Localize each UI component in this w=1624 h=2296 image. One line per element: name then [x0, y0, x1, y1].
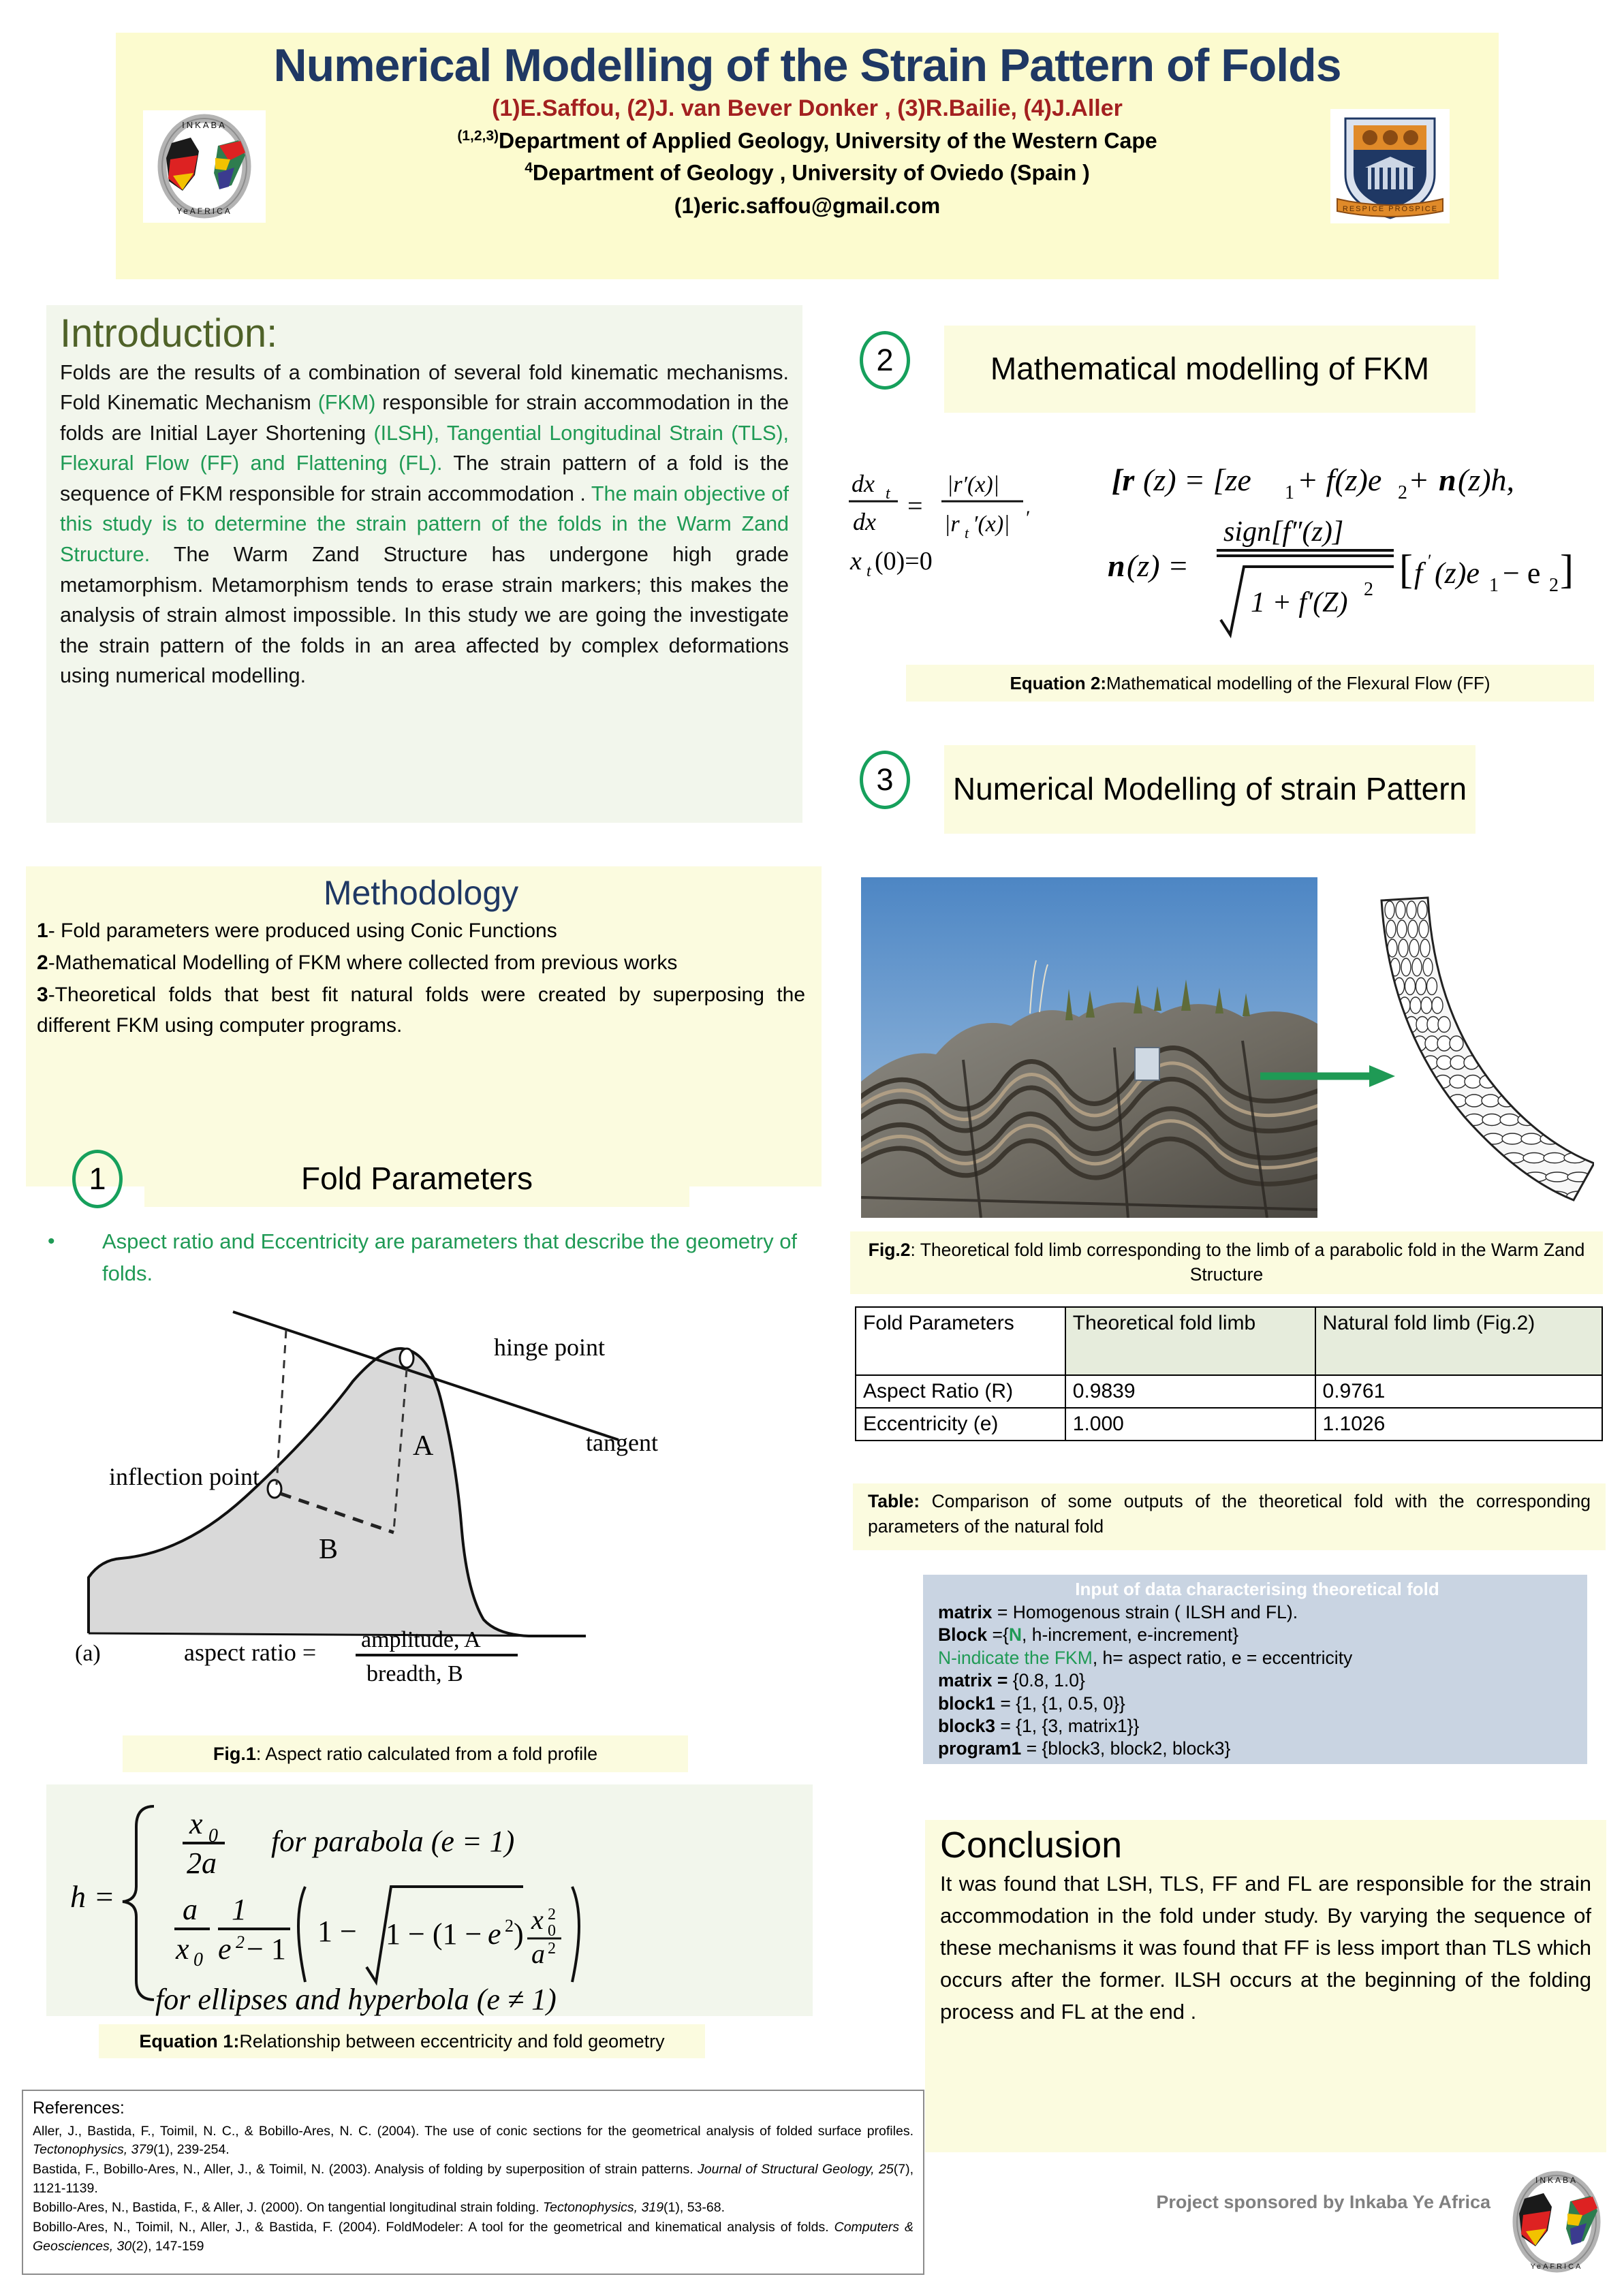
svg-text:t: t — [866, 563, 871, 580]
bullet-dot-icon: • — [48, 1230, 55, 1253]
table-header-cell: Theoretical fold limb — [1065, 1307, 1315, 1375]
equation-1-caption — [99, 2024, 705, 2058]
svg-text:1 − (1 −: 1 − (1 − — [386, 1917, 482, 1951]
figure-1-caption-text: : Aspect ratio calculated from a fold profile — [255, 1743, 598, 1764]
input-data-key: Block — [938, 1624, 988, 1646]
svg-text:(z)h,: (z)h, — [1458, 462, 1515, 497]
equation-2-area — [845, 450, 1621, 654]
inkaba-ye-africa-logo-icon — [1499, 2166, 1614, 2278]
methodology-item-1 — [37, 915, 805, 946]
svg-text:t: t — [965, 524, 969, 541]
affiliation-1-text: Department of Applied Geology, University of the Western Cape — [499, 128, 1157, 153]
equation-2-caption-text: Mathematical modelling of the Flexural Flow (FF) — [1106, 672, 1490, 693]
reference-pages: (2), 147-159 — [131, 2238, 204, 2254]
fig1-formula-numerator: amplitude, A — [361, 1627, 481, 1652]
references-heading: References: — [33, 2098, 125, 2118]
fig1-label-B: B — [319, 1534, 339, 1565]
svg-text:2: 2 — [1364, 579, 1373, 600]
input-data-value: = {1, {1, 0.5, 0}} — [995, 1693, 1125, 1714]
input-data-line — [938, 1601, 1576, 1624]
methodology-heading: Methodology — [323, 874, 519, 912]
input-data-key: matrix = — [938, 1670, 1008, 1691]
affiliation-2-superscript: 4 — [525, 159, 533, 176]
svg-text:1: 1 — [232, 1893, 247, 1926]
intro-highlight-fkm: (FKM) — [317, 391, 376, 415]
svg-text:n: n — [1439, 462, 1456, 497]
svg-text:INKABA: INKABA — [1535, 2175, 1578, 2185]
reference-journal: Tectonophysics, 319 — [542, 2200, 664, 2216]
reference-entry — [33, 2122, 914, 2160]
svg-text:e: e — [218, 1932, 232, 1966]
comparison-table — [855, 1306, 1603, 1441]
input-data-value-tail: , h-increment, e-increment} — [1022, 1624, 1239, 1646]
methodology-item-1-number: 1 — [37, 919, 48, 942]
contact-email: (1)eric.saffou@gmail.com — [674, 193, 941, 219]
fold-parameters-bullet-text: Aspect ratio and Eccentricity are parameters that describe the geometry of folds. — [102, 1229, 798, 1285]
reference-journal: Computers & Geosciences, 30 — [33, 2219, 914, 2254]
methodology-item-2-text: -Mathematical Modelling of FKM where collected from previous works — [48, 952, 678, 974]
inkaba-ye-africa-logo-icon — [143, 110, 266, 223]
page-title: Numerical Modelling of the Strain Pattern of Folds — [273, 40, 1341, 91]
equation-2-caption — [906, 665, 1594, 702]
svg-text:]: ] — [1560, 547, 1574, 592]
svg-text:f: f — [1414, 556, 1423, 590]
table-cell-theoretical: 0.9839 — [1065, 1375, 1315, 1408]
conclusion-body: It was found that LSH, TLS, FF and FL are responsible for the strain accommodation in the fold under study. By varying the sequence of these mechanisms it was found that FF is less import than TLS which occurs after the former. ILSH occurs at the beginning of the folding process and FL at the end . — [940, 1872, 1591, 2024]
figure-1-caption — [123, 1735, 688, 1772]
svg-text:1: 1 — [1285, 482, 1294, 503]
sponsor-text: Project sponsored by Inkaba Ye Africa — [1156, 2192, 1490, 2212]
input-data-key: block3 — [938, 1715, 995, 1736]
svg-text:): ) — [514, 1917, 524, 1951]
table-caption-label: Table: — [868, 1491, 920, 1511]
reference-pages: (1), 239-254. — [153, 2142, 230, 2158]
input-data-green-lead: N-indicate the FKM — [938, 1647, 1093, 1668]
section-number-badge-1: 1 — [72, 1150, 123, 1208]
introduction-body — [60, 358, 789, 691]
input-data-green-token: N — [1008, 1624, 1022, 1646]
input-data-line — [938, 1624, 1576, 1646]
fig1-label-A: A — [413, 1430, 434, 1462]
table-row — [856, 1375, 1602, 1408]
svg-text:(z) = [ze: (z) = [ze — [1143, 462, 1251, 497]
methodology-item-3-number: 3 — [37, 984, 48, 1006]
svg-text:a: a — [531, 1938, 545, 1969]
svg-text:YeAFRICA: YeAFRICA — [176, 206, 232, 216]
table-header-cell: Fold Parameters — [856, 1307, 1065, 1375]
svg-text:dx: dx — [852, 470, 875, 497]
methodology-item-2 — [37, 947, 805, 978]
table-cell-parameter: Eccentricity (e) — [856, 1408, 1065, 1441]
figure-2-caption — [850, 1231, 1603, 1294]
section-title-numerical-modelling: Numerical Modelling of strain Pattern — [944, 745, 1475, 834]
figure-2-caption-label: Fig.2 — [868, 1240, 911, 1261]
svg-text:′(x)|: ′(x)| — [973, 512, 1010, 537]
svg-text:|r: |r — [944, 512, 960, 537]
equation-1-panel — [46, 1784, 813, 2016]
svg-text:(0)=0: (0)=0 — [875, 547, 933, 576]
equation-1-lhs: h = — [70, 1879, 115, 1914]
svg-text:(z) =: (z) = — [1127, 548, 1189, 583]
svg-text:x: x — [850, 547, 862, 576]
svg-text:− e: − e — [1503, 556, 1541, 590]
table-cell-natural: 1.1026 — [1315, 1408, 1602, 1441]
equation-1-caption-label: Equation 1: — [139, 2030, 240, 2051]
equation-1-caption-text: Relationship between eccentricity and fold geometry — [239, 2030, 665, 2051]
university-crest-icon — [1330, 109, 1450, 223]
conclusion-heading: Conclusion — [940, 1825, 1123, 1866]
svg-text:a: a — [183, 1893, 198, 1926]
table-cell-natural: 0.9761 — [1315, 1375, 1602, 1408]
equation-1-case-1-condition: for parabola (e = 1) — [271, 1825, 515, 1858]
svg-text:+: + — [1410, 462, 1428, 497]
svg-text:x: x — [176, 1932, 189, 1966]
input-data-title: Input of data characterising theoretical fold — [1075, 1579, 1439, 1599]
methodology-body — [37, 915, 805, 1041]
equation-2-line-2-numerator: sign[f″(z)] — [1223, 516, 1344, 548]
svg-text:2: 2 — [548, 1940, 556, 1957]
svg-text:|r′(x)|: |r′(x)| — [947, 472, 1000, 497]
section-title-mathematical-modelling: Mathematical modelling of FKM — [944, 326, 1475, 413]
table-cell-theoretical: 1.000 — [1065, 1408, 1315, 1441]
svg-text:RESPICE PROSPICE: RESPICE PROSPICE — [1342, 205, 1439, 213]
reference-text: Aller, J., Bastida, F., Toimil, N. C., & Bobillo-Ares, N. C. (2004). The use of conic sections for the geometrical analysis of folded surface profiles. — [33, 2123, 914, 2139]
input-data-value: ={ — [987, 1624, 1009, 1646]
intro-text-c: The strain pattern of a fold is the sequence of FKM responsible for strain accommodation . — [60, 452, 790, 505]
fig1-formula-lhs: aspect ratio = — [184, 1639, 317, 1666]
input-data-line — [938, 1669, 1576, 1692]
reference-pages: (7), 1121-1139. — [33, 2161, 914, 2196]
svg-text:INKABA: INKABA — [182, 120, 227, 130]
intro-text-d: The Warm Zand Structure has undergone high grade metamorphism. Metamorphism tends to erase strain markers; this makes the analysis of strain almost impossible. In this study we are going the investigate the strain pattern of the folds in an area affected by complex deformations using numerical modelling. — [60, 542, 789, 688]
fig1-label-inflection-point: inflection point — [109, 1463, 260, 1490]
outcrop-photo-folded-rock — [861, 877, 1317, 1218]
equation-2-line-1: [r — [1112, 462, 1135, 497]
svg-text:e: e — [488, 1917, 501, 1951]
section-title-fold-parameters: Fold Parameters — [144, 1151, 689, 1207]
input-data-lines — [938, 1601, 1576, 1761]
input-data-key: matrix — [938, 1602, 993, 1622]
fig1-label-panel: (a) — [75, 1641, 101, 1666]
affiliation-1-superscript: (1,2,3) — [457, 128, 499, 144]
reference-text: Bobillo-Ares, N., Toimil, N., Aller, J., & Bastida, F. (2004). FoldModeler: A tool for the geometrical and kinematical analysis of folds. — [33, 2219, 834, 2235]
svg-text:t: t — [886, 485, 890, 503]
svg-text:2: 2 — [1549, 575, 1559, 596]
svg-text:1: 1 — [1489, 575, 1499, 596]
input-data-line — [938, 1715, 1576, 1737]
svg-text:+ f(z)e: + f(z)e — [1297, 462, 1382, 497]
conclusion-section — [925, 1820, 1606, 2152]
methodology-item-3-text: -Theoretical folds that best fit natural folds were created by superposing the different FKM using computer programs. — [37, 984, 805, 1037]
methodology-item-1-text: - Fold parameters were produced using Conic Functions — [48, 919, 557, 942]
affiliation-2 — [116, 160, 1499, 186]
reference-entry — [33, 2218, 914, 2256]
intro-highlight-objective: The main objective of this study is to determine the strain pattern of the folds in the Warm Zand Structure. — [60, 482, 789, 566]
svg-text:[: [ — [1399, 547, 1413, 592]
reference-entry — [33, 2199, 914, 2218]
equation-2-line-2-denominator: 1 + f′(Z) — [1251, 587, 1348, 618]
svg-text:=: = — [907, 490, 923, 521]
input-data-value: = {1, {3, matrix1}} — [995, 1715, 1140, 1736]
input-data-value: , h= aspect ratio, e = eccentricity — [1092, 1647, 1353, 1668]
svg-text:dx: dx — [853, 508, 876, 535]
methodology-section — [26, 866, 822, 1186]
input-data-value: = Homogenous strain ( ILSH and FL). — [992, 1602, 1298, 1622]
svg-text:′: ′ — [1428, 551, 1432, 571]
input-data-line — [938, 1647, 1576, 1669]
svg-text:2: 2 — [505, 1916, 514, 1936]
table-header-cell: Natural fold limb (Fig.2) — [1315, 1307, 1602, 1375]
reference-entry — [33, 2160, 914, 2198]
input-data-key: program1 — [938, 1738, 1022, 1759]
input-data-value: {0.8, 1.0} — [1008, 1670, 1085, 1691]
table-cell-parameter: Aspect Ratio (R) — [856, 1375, 1065, 1408]
svg-text:2: 2 — [236, 1932, 245, 1952]
equation-2-caption-label: Equation 2: — [1010, 672, 1107, 693]
input-data-line — [938, 1737, 1576, 1760]
input-data-key: block1 — [938, 1693, 995, 1714]
fig1-label-tangent: tangent — [586, 1429, 658, 1456]
fig1-formula-denominator: breadth, B — [366, 1661, 463, 1686]
figure-1-caption-label: Fig.1 — [213, 1743, 256, 1764]
intro-highlight-mechanisms: (ILSH), Tangential Longitudinal Strain (TLS), Flexural Flow (FF) and Flattening (FL). — [60, 421, 789, 475]
svg-text:0: 0 — [548, 1922, 556, 1940]
reference-journal: Tectonophysics, 379 — [33, 2142, 154, 2158]
figure-1-fold-profile-diagram — [48, 1306, 743, 1688]
section-number-badge-2: 2 — [860, 331, 910, 390]
reference-text: Bobillo-Ares, N., Bastida, F., & Aller, J. (2000). On tangential longitudinal strain folding. — [33, 2200, 543, 2216]
introduction-section — [46, 305, 802, 823]
section-number-badge-3: 3 — [860, 751, 910, 809]
svg-text:(z)e: (z)e — [1435, 556, 1480, 590]
table-caption — [853, 1483, 1606, 1550]
svg-text:0: 0 — [208, 1825, 218, 1846]
svg-text:2a: 2a — [187, 1846, 217, 1880]
input-data-value: = {block3, block2, block3} — [1021, 1738, 1231, 1759]
affiliation-2-text: Department of Geology , University of Oviedo (Spain ) — [532, 160, 1090, 185]
table-row — [856, 1408, 1602, 1441]
intro-text-b: responsible for strain accommodation in the folds are Initial Layer Shortening — [60, 391, 789, 445]
svg-text:− 1: − 1 — [247, 1932, 286, 1966]
fig1-label-hinge-point: hinge point — [494, 1334, 605, 1361]
figure-2-caption-text: : Theoretical fold limb corresponding to the limb of a parabolic fold in the Warm Zand Structure — [910, 1240, 1585, 1285]
svg-text:x: x — [189, 1807, 203, 1840]
svg-text:2: 2 — [1398, 482, 1407, 503]
references-box — [22, 2090, 924, 2275]
svg-text:x: x — [531, 1904, 544, 1935]
fold-parameters-bullet — [41, 1226, 811, 1289]
table-header-row — [856, 1307, 1602, 1375]
svg-text:YeAFRICA: YeAFRICA — [1530, 2263, 1583, 2271]
methodology-item-2-number: 2 — [37, 952, 48, 974]
reference-journal: Journal of Structural Geology, 25 — [698, 2161, 894, 2177]
svg-text:1 −: 1 − — [317, 1915, 357, 1948]
equation-2-line-2-lhs: n — [1108, 548, 1125, 583]
svg-text:2: 2 — [548, 1906, 556, 1923]
affiliation-1 — [116, 128, 1499, 154]
poster-title-banner — [116, 33, 1499, 279]
input-data-box — [923, 1575, 1587, 1764]
reference-text: Bastida, F., Bobillo-Ares, N., Aller, J., & Toimil, N. (2003). Analysis of folding by superposition of strain patterns. — [33, 2161, 698, 2177]
svg-text:0: 0 — [193, 1949, 203, 1970]
table-caption-text: Comparison of some outputs of the theoretical fold with the corresponding parameters of the natural fold — [868, 1491, 1591, 1537]
intro-text-a: Folds are the results of a combination of several fold kinematic mechanisms. Fold Kinematic Mechanism — [60, 360, 789, 415]
svg-text:′: ′ — [1026, 507, 1031, 529]
introduction-heading: Introduction: — [60, 311, 278, 356]
methodology-item-3 — [37, 979, 805, 1041]
equation-1-case-2-condition: for ellipses and hyperbola (e ≠ 1) — [155, 1983, 557, 2016]
input-data-line — [938, 1693, 1576, 1715]
reference-pages: (1), 53-68. — [663, 2200, 725, 2216]
theoretical-fold-limb-ellipse-mesh — [1369, 892, 1594, 1212]
author-list: (1)E.Saffou, (2)J. van Bever Donker , (3)R.Bailie, (4)J.Aller — [492, 95, 1123, 121]
